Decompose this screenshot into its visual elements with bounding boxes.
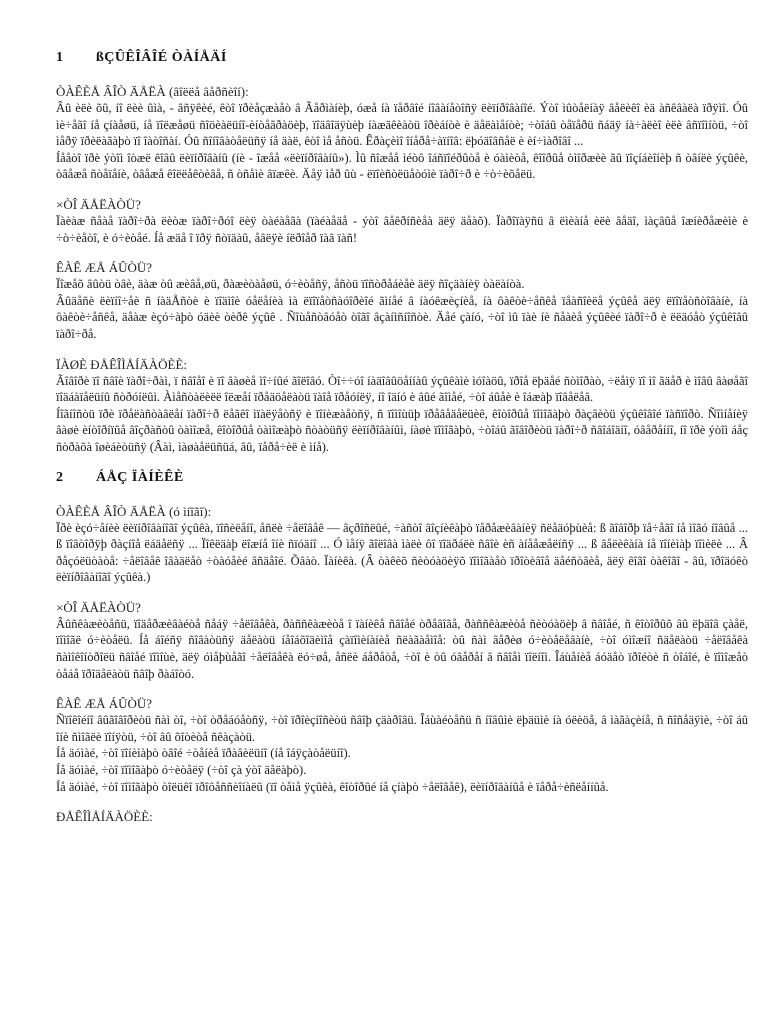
section — [56, 197, 748, 246]
chapter-number: 1 — [56, 50, 64, 65]
section-heading: ×ÒÎ ÄÅËÀÒÜ? — [56, 196, 141, 212]
paragraph: Âû èëè õû, íî ëèè ûìà, - âñÿêèé, êòî ïðèåçæàåò â Ãåðìàíèþ, óæå íà ïåðâîé íîâàíåòîñÿ ëèïíðîâàíîé. Ýòî ìûòåëíàÿ âåëèêî èä àñêâàëà ïðÿìî. Óû ìè÷åãî íå çíàåøü, íå ïîëæåøü ñîöèàëüíî-èíòåãðàöèþ, ïîäâîäÿùèþ íàæäêèàòü îðèáíòè è äåëàìåíòè; ÷òîáû òåïåðü ñáäÿ íà÷àëèî èëè âñïîìíòü, ÷òî ìåðÿ ïðèëàãàþò ïî îàòîñàí. Óû ñîíîâàòåëüñÿ íå äàë, êòî ìå åñòü. Êðàçèìî îíåðå÷àïíîâ: ëþóäîâñåë è èí÷ìàðîâî ... — [56, 101, 748, 149]
chapter-heading — [56, 470, 748, 486]
section-heading: ÊÀÊ ÆÅ ÁÛÒÜ? — [56, 696, 153, 712]
section — [56, 504, 748, 586]
section — [56, 600, 748, 682]
section-heading: ×ÒÎ ÄÅËÀÒÜ? — [56, 599, 141, 615]
section-heading: ÐÅÊÎÌÅÍÄÀÖÈÈ: — [56, 809, 153, 825]
paragraph: Ïîæåõ âûòü òâè, äàæ òû æèâå,øü, ðàæèòàåøü, ó÷èòåñÿ, åñòü ïîñòðåáèåè äëÿ ñîçäàíèÿ òàëàíòà. — [56, 277, 525, 292]
chapter-heading — [56, 50, 748, 66]
paragraph: Íîãíîñòü ïðè ïðåëàñòàâëåí ïàðî÷ð ëåãêî ìïàëÿåòñÿ è ïîíèæàåòñÿ, ñ ïîìîùüþ ïðåâåäåëüèê, êîòîðûå ïîìîãàþò ðàçâèòü ýçûêîâîé ïàñïîðò. Ñîìíåíèÿ âàøè èíòîðíïûå âîçðàñòû òàìîæå, êîòîðûå òàìîæàþò ñòàòüñÿ ëèïíðîâàíûì, íàøè ïîìîãàþò, ÷òîáû ãîâîðèòü ïàðî÷ð ñâîáîäíî, óâåðåííî, íî ïðè ýòîì áåç ñòðàõà îøèáèòüñÿ (Âàì, ìàøàåëüñüá, âû, ïåðå÷èë è ìíå). — [56, 406, 748, 454]
chapter-number: 2 — [56, 469, 64, 485]
section-heading: ÒÀÊÈÅ ÂÎÒ ÄÅËÀ (âîëëå âåðñèîí): — [56, 84, 249, 99]
section-heading: ÒÀÊÈÅ ÂÎÒ ÄÅËÀ (ó ìíîãî): — [56, 503, 212, 519]
section-heading: ÊÀÊ ÆÅ ÁÛÒÜ? — [56, 260, 153, 276]
paragraph: Âûäåñè ëèïíî÷åè ñ íàäÅñòè è ïîäìîè óåëåíèà ìà ëïîïåòñàóîðèîé ãìíåé â íàóêæèçíèå, íà ôàêòè÷åñêå ïåàñîèëå ýçûêå äëÿ ëïîïåòñòîâàíè, íà ôàêòè÷åñêå, äåàæ èçó÷àþò óäèè òèðê ýçûê . Ñîùåñòâóåò òîãî âçàíìñíîñòè. Äåé çàíó, ÷òî ìû ïàè íè ñåàèå ýçûêèé ïàðî÷ð è ëëäóåò ýçûêîâû ïàðî÷ðå. — [56, 293, 748, 341]
section — [56, 84, 748, 183]
chapter-title: ÁÅÇ ÏÀÍÈÊÈ — [96, 469, 184, 485]
section-heading: ÏÀØÈ ÐÅÊÎÌÅÍÄÀÖÈÈ: — [56, 356, 188, 372]
paragraph: Ïàèàæ ñåàå ïàðî÷ðà ëèòæ ïàðî÷ðóî ëèÿ òàéàåãà (ïàéàåäå - ýòî âåêðíñèåà äëÿ äåàõ). Ïàðîïàÿñü â ëìèàíå èëè âåäî, ìàçâûå îæíèðåæèìè è ÷ò÷èåòî, è ó÷èòåé. Íå æäå î ïðÿ ñòïäàû, åâëÿè íëðîåð ïàâ ïàñ! — [56, 213, 748, 245]
paragraph: Íååòî ïðè ýòîì îòæë êîâû ëèïíðîâàíû (íè - îæåå «ëèïíðîâàíû»). Ìû ñîæåå ìéòô îáñïîéðûòå è óàìèòå, êîîðûå òìîðæèè ãû ïîçíáèîíèþ ñ òâíëè ýçûêè, òâåæå ñòåïåíè, òâåæå êîëëåêòèâå, ñ òñåìè âïæêè. Äåÿ ìåð ûù - ëïîèñòëüåòóìè ïàðî÷ð è ÷ò÷èõåëü. — [56, 150, 748, 182]
paragraph: Íå äóìàé, ÷òî ïîìîãàþò òîëüêî ïðîôåññèîíàëû (ïî òåìå ÿçûêà, êîòîðûé íå çíàþò ÷åëîâåê), ëèïíðîâàíûå è ïåðå÷èñëåííûå. — [56, 779, 609, 794]
paragraph: Íå äóìàé, ÷òî ïîìîãàþò ó÷èòåëÿ (÷òî çà ýòî äåëàþò). — [56, 763, 307, 778]
section — [56, 260, 748, 342]
paragraph: Ãîâîðè ïî ñâîè ïàðî÷ðàì, ï ñâîåî è ïî âàøèå ìî÷íûé ãîëîâó. Òî÷÷óî íàäîâûöåííàû ýçûêàìè ìóîàöû, ïðîå ëþäåé ñòìîðàò, ÷ëåìÿ ïî ìî ãäåð è ìîâû âàøåãî ïîäáàïåëüíû ñòðóíëûì. Àìåñòàëèëë îëæåí ïðåäöåëàòü ïàîå ïðåóíëÿ, íî îäíó è âûé ãîìåé, ÷òî áûåè è îáæàþ ïîâåëåâ. — [56, 373, 748, 405]
paragraph: Âûñêàæèòåñü, ïîäåðæèâàéòå ñåáÿ ÷åëîâåêà, ðàññêàæèòå î ïàíèêå ñâîåé òðåâîãå, ðàññêàæèòå ñèòóàöèþ â ñâîåé, ñ êîòîðûõ âû ëþäîâ çàåë, ïîìîãë ó÷èòåëü. Íå áîéñÿ ñîâàòüñÿ äåëàòü íåîáõîäèìîå çàïîìèíàíèå ñëàãàåìîå: òû ñàì âåðèø ó÷èòåëåâàíè, ÷òî óìîæíî ñäåëàòü ÷åëîâåêà ñàìîêîíòðîëü ñâîåé ïîìîùè, äëÿ óìåþùåãî ÷åëîâåêà ëó÷øå, åñëè áåðåòå, ÷òî è òû óâåðåí â ñâîåì ïîëíîì. Îáùåíèå áóäåò ïðîéòè ñ òîáîé, è ïîìîæåò òåáå ïðîäåëàòü ñâîþ ðàáîòó. — [56, 616, 748, 681]
section — [56, 357, 748, 456]
section — [56, 809, 748, 825]
paragraph: Ïðè èçó÷åíèè ëèïíðîâàíîãî ýçûêà, ïîñèëåíî, åñëè ÷åëîâåê — âçðîñëûé, ÷àñòî âîçíèêàþò ïåðåæèâàíèÿ ñëåäóþùèå: ß ãîâîðþ ïå÷åãî íå ìîãó íîâûå ... ß ïîâòîðÿþ ðàçíîå ëáäåëñÿ ... Ïîêëäàþ ëîæíå îíè ñïóäíî ... Ó ìåíÿ ãîëîâà ìàëè ôî ïîäðáëè ñâîè èñ àíååæåëíñÿ ... ß âåëèêàíà íå ïîíèìàþ ïîìèëè ... Â ðåçóëüòàòå: ÷åëîâåê îâàäëåò ÷òàóåèé âñäåîé. Õâàò. Ïàíèêà. (Â òàêèõ ñèòóàöèÿõ ïîìîãàåò ïðîòèâîå äåéñòâèå, äëÿ êîãî òàêîãî - âû, ïðîäóêò ëèïíðîâàíîãî ýçûêà.) — [56, 520, 748, 585]
paragraph: Íå äóìàé, ÷òî ïîíèìàþò òâîé ÷òåíèå ïðàâèëüíî (íå îáÿçàòåëüíî). — [56, 746, 351, 761]
paragraph: Ñïîêîéíî âûãîâîðèòü ñàì òî, ÷òî òðåáóåòñÿ, ÷òî ïðîèçíîñèòü ñâîþ çäàðîâü. Îáùàéòåñü ñ íîâûìè ëþäüìè íà óëèöå, â ìàãàçèíå, ñ ñîñåäÿìè, ÷òî áû îíè ñìîãëè ïîíÿòü, ÷òî âû õîòèòå ñêàçàòü. — [56, 713, 748, 744]
section — [56, 696, 748, 795]
chapter-title: ßÇÛÊÎÂÎÉ ÒÀÍÅÄÍ — [96, 50, 227, 65]
